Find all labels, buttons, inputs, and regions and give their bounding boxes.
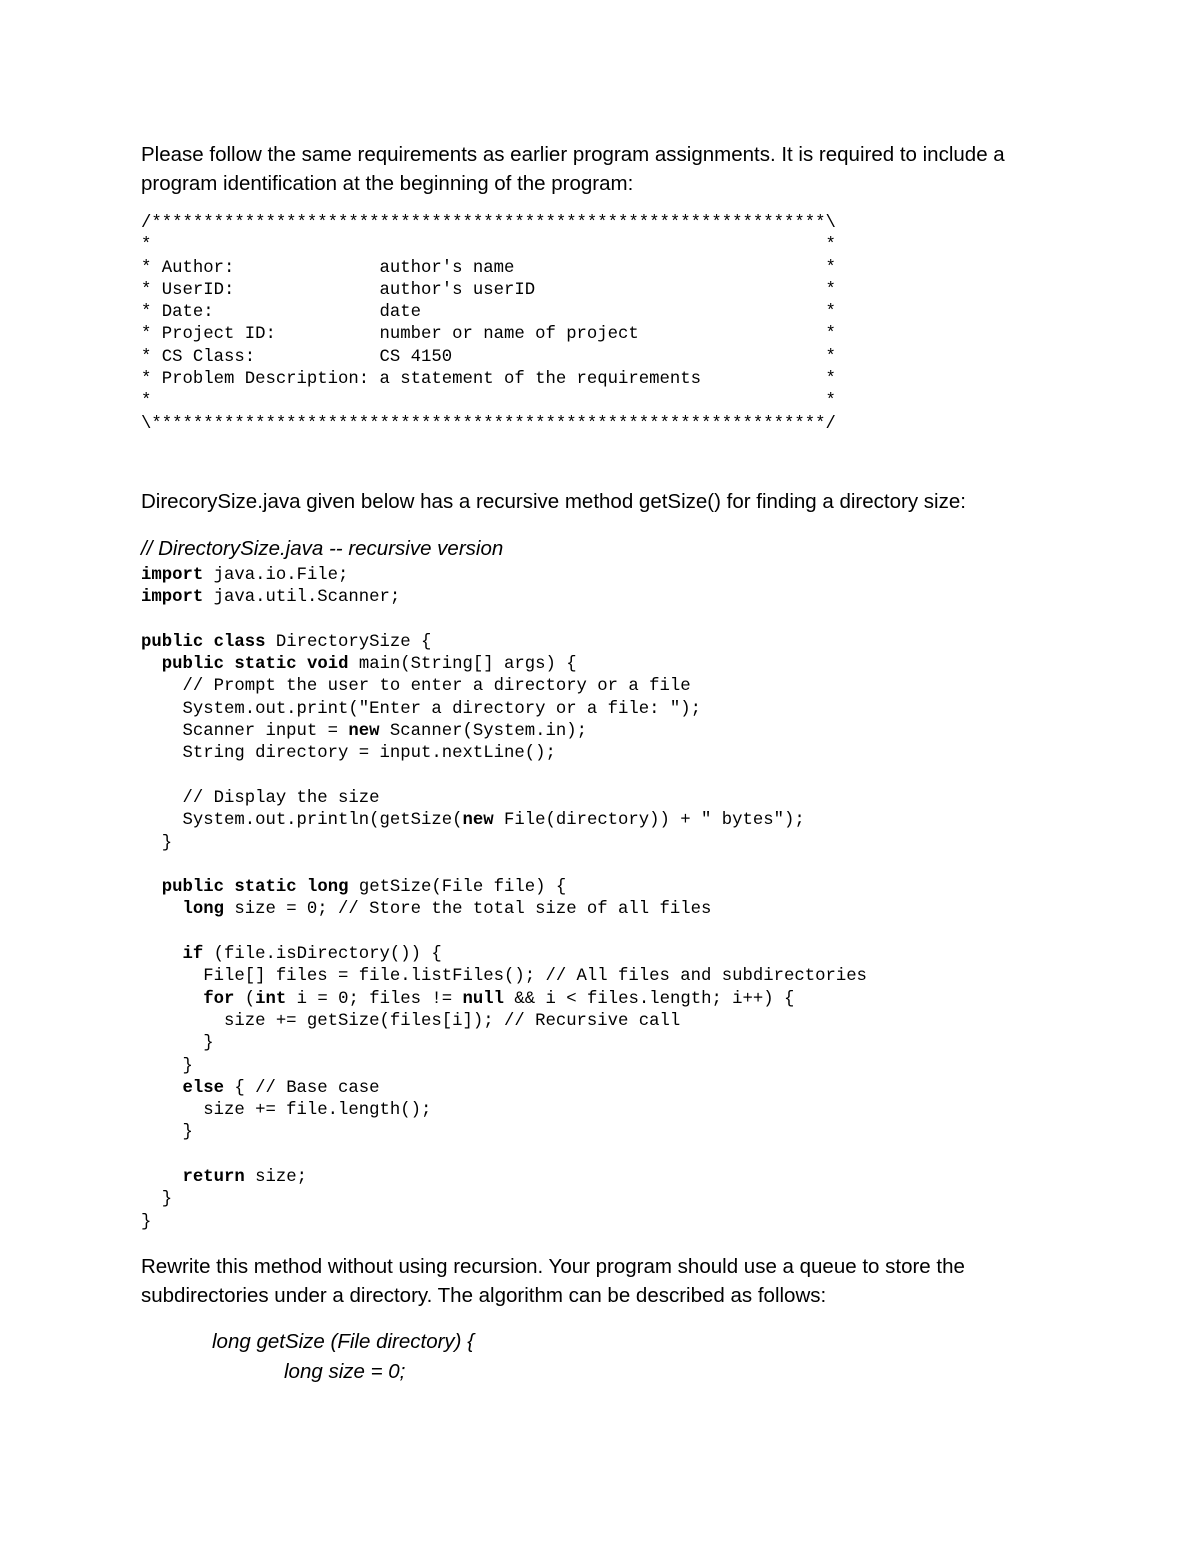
code-text: } xyxy=(141,833,173,853)
code-keyword: void xyxy=(306,655,349,675)
java-code-listing xyxy=(141,565,867,1234)
code-text: } xyxy=(141,1034,214,1054)
code-line xyxy=(141,1100,867,1122)
code-text: File[] files = file.listFiles(); // All files and subdirectories xyxy=(141,967,867,987)
code-keyword: int xyxy=(255,989,287,1009)
code-line xyxy=(141,743,867,765)
code-text xyxy=(141,878,162,897)
code-keyword: static xyxy=(234,878,297,898)
code-line xyxy=(141,1011,867,1033)
code-text xyxy=(203,633,213,652)
code-text: size += file.length(); xyxy=(141,1101,432,1121)
algorithm-line-size-init: long size = 0; xyxy=(284,1360,406,1383)
code-keyword: public xyxy=(161,655,224,675)
code-text: // Prompt the user to enter a directory or a file xyxy=(141,677,691,697)
code-line xyxy=(141,1212,867,1234)
code-keyword: for xyxy=(203,989,235,1009)
header-line: * Project ID: number or name of project * xyxy=(141,325,836,345)
code-text: java.util.Scanner; xyxy=(203,588,401,608)
code-line xyxy=(141,699,867,721)
code-line xyxy=(141,1056,867,1078)
code-text: java.io.File; xyxy=(203,566,349,585)
code-text: size; xyxy=(244,1168,307,1188)
code-text: String directory = input.nextLine(); xyxy=(141,744,556,764)
code-line xyxy=(141,565,867,587)
code-text: { // Base case xyxy=(223,1078,380,1098)
code-line xyxy=(141,1189,867,1211)
code-keyword: public xyxy=(161,878,224,898)
code-line xyxy=(141,855,867,877)
intro-paragraph: Please follow the same requirements as earlier program assignments. It is required to include a program identification at the beginning of the program: xyxy=(141,143,1005,195)
code-line xyxy=(141,833,867,855)
code-text: System.out.println(getSize( xyxy=(141,811,463,831)
code-text: File(directory)) + " bytes"); xyxy=(493,811,805,831)
code-text xyxy=(297,878,307,897)
code-text: Scanner(System.in); xyxy=(379,722,587,742)
code-line xyxy=(141,966,867,988)
code-text: i = 0; files != xyxy=(286,989,463,1009)
code-text xyxy=(224,878,234,897)
code-line xyxy=(141,899,867,921)
header-line: * Date: date * xyxy=(141,303,836,323)
header-line: * * xyxy=(141,392,836,412)
code-title-comment: // DirectorySize.java -- recursive version xyxy=(141,537,504,560)
code-line xyxy=(141,766,867,788)
code-line xyxy=(141,587,867,609)
code-line xyxy=(141,1078,867,1100)
code-keyword: new xyxy=(348,722,380,742)
code-line xyxy=(141,721,867,743)
code-line xyxy=(141,1167,867,1189)
code-text xyxy=(141,655,162,674)
code-keyword: else xyxy=(182,1078,224,1098)
code-text: getSize(File file) { xyxy=(348,878,567,898)
code-keyword: new xyxy=(462,811,494,831)
header-line: \*****************************************************************/ xyxy=(141,414,836,434)
code-keyword: import xyxy=(141,566,204,585)
code-text: } xyxy=(141,1123,193,1143)
code-line xyxy=(141,922,867,944)
code-text xyxy=(141,945,182,964)
code-text: DirectorySize { xyxy=(265,632,432,652)
header-line: * Author: author's name * xyxy=(141,258,836,278)
code-line xyxy=(141,810,867,832)
code-line xyxy=(141,1122,867,1144)
code-line xyxy=(141,610,867,632)
code-keyword: static xyxy=(234,655,297,675)
code-text: && i < files.length; i++) { xyxy=(504,989,795,1009)
code-keyword: if xyxy=(182,945,204,965)
code-text: main(String[] args) { xyxy=(348,655,577,675)
code-line xyxy=(141,877,867,899)
code-line xyxy=(141,788,867,810)
code-text: ( xyxy=(234,989,256,1009)
code-text xyxy=(297,655,307,674)
code-keyword: long xyxy=(182,900,224,920)
code-text xyxy=(141,990,203,1009)
code-text: } xyxy=(141,1190,173,1210)
header-line: * UserID: author's userID * xyxy=(141,280,836,300)
code-line xyxy=(141,654,867,676)
description-paragraph: DirecorySize.java given below has a recursive method getSize() for finding a directory size: xyxy=(141,490,966,513)
code-keyword: return xyxy=(182,1168,245,1188)
code-keyword: long xyxy=(306,878,349,898)
code-text: size += getSize(files[i]); // Recursive call xyxy=(141,1011,681,1031)
code-line xyxy=(141,1145,867,1167)
code-text: size = 0; // Store the total size of all files xyxy=(223,900,712,920)
algorithm-line-signature: long getSize (File directory) { xyxy=(212,1330,475,1353)
code-keyword: null xyxy=(462,989,505,1009)
code-keyword: class xyxy=(213,632,266,652)
code-keyword: public xyxy=(141,632,204,652)
header-line: * Problem Description: a statement of the requirements * xyxy=(141,370,836,390)
code-text: } xyxy=(141,1212,152,1232)
code-text: (file.isDirectory()) { xyxy=(203,945,442,965)
code-text xyxy=(141,900,182,919)
code-text xyxy=(224,655,234,674)
code-line xyxy=(141,1033,867,1055)
code-line xyxy=(141,676,867,698)
code-line xyxy=(141,944,867,966)
code-line xyxy=(141,632,867,654)
code-text: // Display the size xyxy=(141,788,380,808)
header-line: /*****************************************************************\ xyxy=(141,214,836,233)
code-text: } xyxy=(141,1056,193,1076)
header-line: * * xyxy=(141,236,836,256)
code-text xyxy=(141,1079,182,1098)
rewrite-paragraph: Rewrite this method without using recursion. Your program should use a queue to store the subdirectories under a directory. The algorithm can be described as follows: xyxy=(141,1255,965,1307)
code-text: Scanner input = xyxy=(141,722,349,742)
code-text xyxy=(141,1168,182,1187)
header-line: * CS Class: CS 4150 * xyxy=(141,347,836,367)
code-text: System.out.print("Enter a directory or a file: "); xyxy=(141,699,702,719)
program-identification-header xyxy=(141,213,836,436)
code-keyword: import xyxy=(141,588,204,608)
code-line xyxy=(141,989,867,1011)
